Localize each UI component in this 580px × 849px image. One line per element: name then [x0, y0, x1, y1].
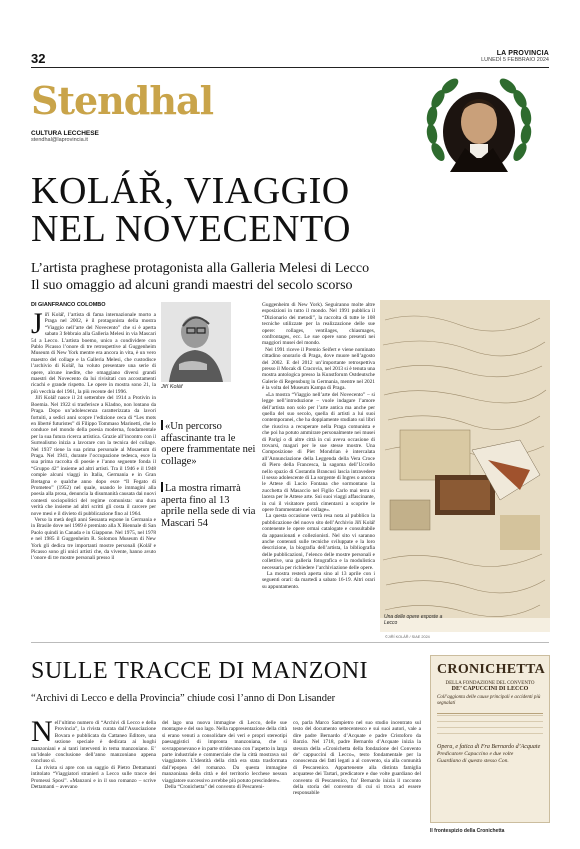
- section-subtitle: CULTURA LECCHESE: [31, 130, 99, 137]
- pull-quote: La mostra rimarrà aperta fino al 13 aprile nella sede di via Mascari 54: [161, 483, 256, 529]
- article2-title: SULLE TRACCE DI MANZONI: [31, 658, 369, 684]
- frontispiece-caption: Il frontespizio della Cronichetta: [430, 828, 505, 834]
- article-subtitle: L’artista praghese protagonista alla Galleria Melesi di Lecco Il suo omaggio ad alcuni grandi maestri del secolo scorso: [31, 261, 370, 293]
- page-number: 32: [31, 51, 46, 66]
- byline: DI GIANFRANCO COLOMBO: [31, 302, 106, 308]
- artwork-image: [380, 300, 550, 632]
- article2-column-2: [162, 720, 287, 842]
- section-title: Stendhal: [31, 78, 214, 123]
- body-text: La questa occasione verrà resa nota al pubblico la pubblicazione del nuovo sito dell’Archivio Jiří Kolář contenente le opere ormai catalogate e consultabile da appassionati e collezionisti. Nel sito vi saranno anche contenuti sulle tecniche sviluppate e la loro descrizione, la biografia dell’artista, la bibliografia delle pubblicazioni, l’elenco delle mostre personali e collettive, una galleria fotografica e la modulistica necessaria per richiedere l’archiviazione delle opere.: [262, 513, 375, 571]
- article2-subtitle: “Archivi di Lecco e della Provincia” chiude così l’anno di Don Lisander: [31, 693, 336, 704]
- body-text: Nel 1991 riceve il Premio Seifert e viene nominato cittadino onorario di Praga, dove muore nell’agosto del 2002. E del 2012 un’importante retrospettiva presso il Mocak di Cracovia, nel 2013 si è tenuta una mostra antologica presso la Kunstforum Ostdeutsche Galerie di Regensburg in Germania, mentre nel 2021 è la volta del Museum Kampa di Praga.: [262, 346, 375, 392]
- kolar-photo: [161, 302, 231, 382]
- pull-quote: «Un percorso affascinante tra le opere frammentate nei collage»: [161, 421, 256, 467]
- article-column-1: [31, 312, 156, 634]
- article-title: KOLÁŘ, VIAGGIO NEL NOVECENTO: [31, 170, 351, 250]
- body-text: co, parla Marco Sampietro nel suo studio incentrato sul testo del documento settecentesco e sui suoi autori, vale a dire padre Bernardo d’Acquate e padre Cristoforo da Barzio. Nel 1718, padre Bernardo d’Acquate inizia la stesura della «Cronichetta della fondazione del Convento de’ cappuccini di Lecco», testo fondamentale per la conoscenza dei fatti legati a al convento, sia alla comunità di Pescarenico. Appartenente alla distinta famiglia acquatese dei Tartari, predicatore e due volte guardiano del convento di Pescarenico, fra’ Bernardo inizia il racconto della storia del convento di cui si trova ad essere responsabile: [293, 720, 421, 797]
- body-text: Della “Cronichetta” del convento di Pescareni-: [164, 784, 265, 791]
- body-text: La rivista si apre con un saggio di Pietro Dettamanti intitolato “Viaggiatori stranieri a Lecco sulle tracce dei Promessi Sposi”. «Manzoni e in il suo romanzo – scrive Dettamanti – avevano: [31, 764, 156, 791]
- section-separator: [31, 642, 549, 643]
- newspaper-masthead: [481, 50, 549, 63]
- article2-column-3: [293, 720, 421, 842]
- section-tagline: [31, 130, 99, 143]
- body-text: La mostra resterà aperta sino al 13 aprile con i seguenti orari: da martedì a sabato 16-19. Altri orari su appuntamento.: [262, 571, 375, 590]
- photo-caption: Jiří Kolář: [161, 384, 183, 390]
- stendhal-portrait: [420, 72, 538, 182]
- body-text: Jiří Kolář nasce il 24 settembre del 1914 a Protivín in Boemia. Nel 1922 si trasferisce a Kladno, non lontano da Praga. Dopo un’adolescenza caratterizzata da lavori fortuiti, a sedici anni scopre l’edizione ceca di “Les mots en liberté futuristes” di Filippo Tommaso Marinetti, che lo conduce nel mondo della poesia moderna, fondamentale per la sua futura ricerca artistica. Grazie all’incontro con il Surrealismo inizia a lavorare con la tecnica del collage. Nel 1937 tiene la sua prima personale al Mosaetum di Praga. Nel 1941, durante l’occupazione tedesca, esce la sua prima raccolta di poesie e l’anno seguente fonda il “Gruppo 42” insieme ad altri artisti. Tra il 1946 e il 1948 compie alcuni viaggi in Italia, Germania e in Gran Bretagna e qualche anno dopo esce “Il Fegato di Prometeo” (1952) nel quale, usando le immagini alla poesia alla prosa, denuncia la disumanità causata dai nuovi contesti sociopolitici del regime comunista: una dura verità che insieme ad altri scritti gli costa il carcere per nove mesi e il divieto di pubblicazione fino al 1964.: [31, 395, 156, 517]
- artwork-caption: Una delle opere esposte a Lecco: [384, 614, 443, 626]
- header-rule: [31, 67, 549, 68]
- body-text: iří Kolář, l’artista di fama internazionale morto a Praga nel 2002, è il protagonista della mostra “Viaggio nell’arte del Novecento” che si è aperta sabato 3 febbraio alla Galleria Melesi in via Mascari 54 a Lecco. L’artista boemo, unico a condividere con Pablo Picasso l’onore di tre retrospettive al Guggenheim Museum di New York mentre era ancora in vita, è un vero maestro del collage e la Galleria Melesi, che custodisce l’archivio di Kolář, ha voluto presentare una serie di opere, alcune inedite, che omaggiano diversi grandi maestri del Novecento da lui rivisitati con accostamenti ricachi e grande rispetto. Le opere in mostra sono 21, la più vecchia del 1961, la più recente del 1996.: [31, 312, 156, 395]
- body-text: Guggenheim di New York). Seguiranno molte altre esposizioni in tutto il mondo. Nel 1991 pubblica il “Dizionario dei metodi”, la raccolta di tutte le 108 tecniche utilizzate per la realizzazione delle sue opere: rollages, ventilages, chiasmages, confrontages, ecc. Le sue opere sono presenti nei maggiori musei del mondo.: [262, 302, 375, 347]
- photo-credit: ©JIŘÍ KOLÁŘ / SIAE 2024: [385, 635, 430, 639]
- frontispiece-title: CRONICHETTA: [437, 662, 546, 677]
- newspaper-name: LA PROVINCIA: [496, 50, 549, 57]
- section-email[interactable]: stendhal@laprovincia.it: [31, 137, 88, 143]
- drop-cap: J: [31, 312, 43, 340]
- article-column-3: [262, 302, 375, 634]
- body-text: ell’ultimo numero di “Archivi di Lecco e della Provincia”, la rivista curata dall’Associazione Bovara e pubblicata da Cattaneo Editore, una sezione speciale è dedicata ai luoghi manzoniani e ai tanti interventi in tema manzoniano. E’ un’ideale conclusione dell’anno manzoniano appena concluso si.: [31, 720, 156, 765]
- body-text: «La mostra “Viaggio nell’arte del Novecento” – si legge nell’introduzione – vuole indagare l’amore dell’artista non solo per l’arte antica ma anche per quella del suo secolo, quella di artisti a lui suoi contemporanei, che ha doppiamente studiato sui libri che riusciva a recuperare nella Praga comunista e che poi ha potuto ammirare personalmente nei musei di Parigi o di altre città in cui aveva occasione di trovarsi, magari per le sue stesse mostre. Una Composizione di Piet Mondrian è intercalata all’Annunciazione della Leggenda della Vera Croce di Piero della Francesca, la sagoma dell’Uccello nello spazio di Costantin Brancusi lascia intravedere il sesso adolescente di La sorgente di Ingres o ancora le Attese di Lucio Fontana che sormontano la zucchetta di Masaccio nel Figlio Carlo mai terra si lacera per le Attese arte. Sui suoi viaggi affascinante, in cui il visitatore potrà cimentarsi a scoprire le opere frammentate nei collage».: [262, 391, 375, 513]
- body-text: Verso la metà degli anni Sessanta espone in Germania e in Brasile dove nel 1969 è premiato alla X Biennale di San Paolo quindi in Canada e in Giappone. Nel 1975, nel 1978 e nel 1985 il Guggenheim R. Solomon Museum di New York gli dedica tre importanti mostre personali (Kolář e Picasso sono gli unici artisti che, da vivente, hanno avuto l’onore di tre mostre personali presso il: [31, 517, 156, 562]
- drop-cap: N: [31, 720, 53, 748]
- frontispiece-image: CRONICHETTA DELLA FONDAZIONE DEL CONVENTO DE’ CAPUCCINI DI LECCO Coll’aggionta delle cause principali e accidenti più segnalati Opera, e fatica di Fra Bernardo d’Acquate Predicatore Capuccino e due volte Guardiano di questo stesso Con.: [430, 655, 550, 823]
- body-text: del lago una nuova immagine di Lecco, delle sue montagne e del suo lago. Nella rappresentazione della città si erano venuti a consolidare dei veri e propri stereotipi paesaggistici di impronta manzoniana, che si sovrapponevano e in parte stridevano con l’aspetto in larga parte industriale e commerciale che la città mostrava sul viaggiatore. L’identità della città era stata trasformata dall’epopea del romanzo. Da questa immagine manzoniana della città e del territorio lecchese nessun viaggiatore successivo avrebbe più potuto prescindere».: [162, 720, 287, 784]
- issue-date: LUNEDÌ 5 FEBBRAIO 2024: [481, 57, 549, 63]
- article2-column-1: [31, 720, 156, 842]
